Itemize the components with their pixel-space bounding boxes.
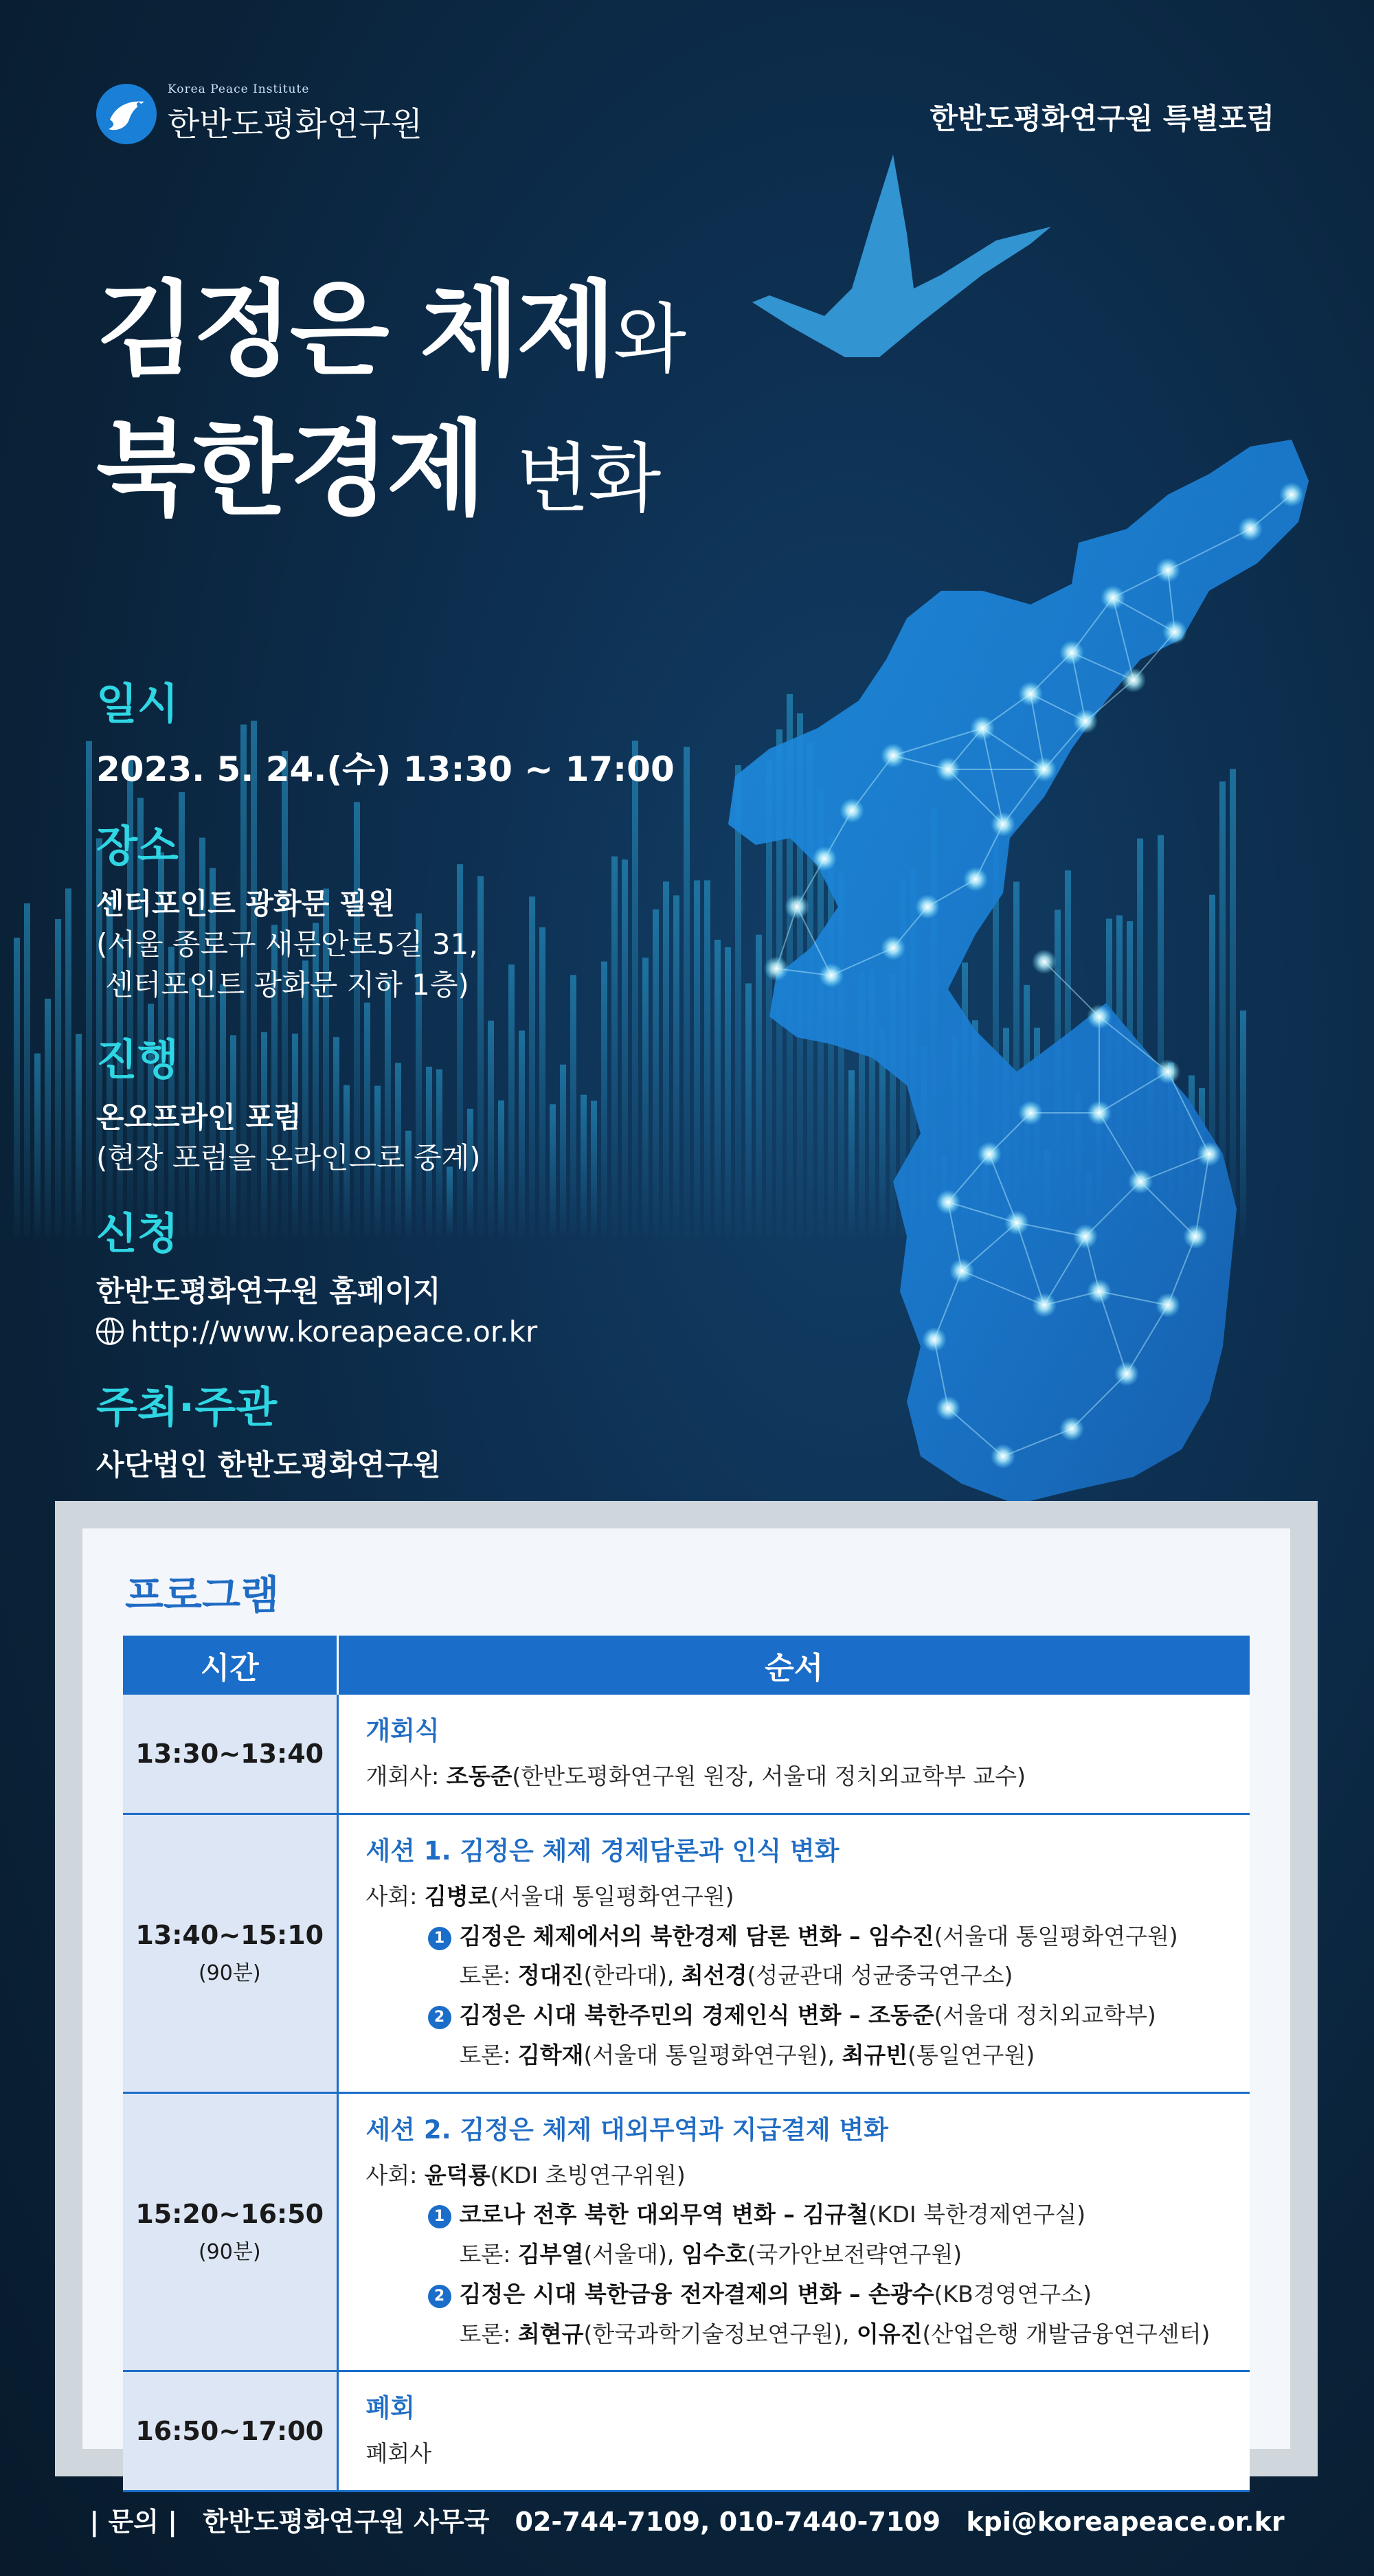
table-row — [123, 1814, 1250, 2092]
number-badge: 1 — [428, 1927, 451, 1950]
apply-block — [96, 1199, 714, 1353]
table-row — [123, 2092, 1250, 2371]
network-node — [1156, 1293, 1180, 1318]
network-node — [1018, 681, 1043, 706]
network-node — [1059, 1416, 1084, 1441]
background-bar — [14, 938, 20, 1236]
presentation-item: 2 김정은 시대 북한금융 전자결제의 변화 – 손광수(KB경영연구소) — [366, 2274, 1223, 2314]
network-node — [840, 798, 864, 823]
venue-heading: 장소 — [96, 821, 179, 871]
opening-affiliation: (한반도평화연구원 원장, 서울대 정치외교학부 교수) — [512, 1763, 1026, 1789]
network-node — [1183, 1224, 1208, 1249]
host-heading: 주최·주관 — [96, 1381, 278, 1432]
discussant-line: 토론: 김부열(서울대), 임수호(국가안보전략연구원) — [459, 2241, 962, 2268]
background-bar — [55, 919, 61, 1236]
network-node — [1032, 949, 1057, 974]
venue-address-line2: 센터포인트 광화문 지하 1층) — [96, 967, 469, 1002]
discussant-line: 토론: 최현규(한국과학기술정보연구원), 이유진(산업은행 개발금융연구센터) — [459, 2320, 1210, 2347]
network-node — [764, 956, 789, 981]
program-table — [123, 1636, 1250, 2492]
session-title: 세션 1. 김정은 체제 경제담론과 인식 변화 — [365, 1835, 840, 1866]
opening-label: 개회사: — [365, 1763, 447, 1789]
discussant-line: 토론: 정대진(한라대), 최선경(성균관대 성균중국연구소) — [459, 1962, 1013, 1989]
network-node — [1156, 558, 1180, 583]
background-bar — [1230, 769, 1236, 1236]
network-node — [963, 867, 988, 892]
row-duration: (90분) — [198, 1961, 261, 1986]
title-line1-small: 와 — [613, 295, 685, 383]
row-title: 폐회 — [365, 2393, 415, 2424]
column-header-order: 순서 — [337, 1636, 1250, 1695]
closing-line: 폐회사 — [365, 2440, 432, 2467]
row-time: 13:40~15:10 — [135, 1920, 324, 1951]
network-node — [1128, 1169, 1153, 1194]
opening-speaker: 조동준 — [446, 1763, 513, 1789]
presentation-item: 1 코로나 전후 북한 대외무역 변화 – 김규철(KDI 북한경제연구실) — [366, 2195, 1223, 2235]
background-bar — [86, 741, 92, 1236]
network-node — [922, 1327, 947, 1352]
network-node — [1087, 1004, 1112, 1029]
network-node — [970, 716, 995, 741]
background-bar — [725, 947, 731, 1236]
network-node — [1032, 1293, 1057, 1318]
discussant-line: 토론: 김학재(서울대 통일평화연구원), 최규빈(통일연구원) — [459, 2041, 1035, 2068]
title-line2-bold: 북한경제 — [96, 409, 484, 530]
mode-block — [96, 1026, 714, 1179]
number-badge: 1 — [428, 2205, 451, 2228]
network-node — [1032, 757, 1057, 782]
network-node — [1101, 585, 1125, 610]
apply-url-link[interactable]: http://www.koreapeace.or.kr — [131, 1314, 538, 1348]
apply-url-row — [96, 1312, 714, 1353]
network-node — [915, 894, 940, 919]
title-line2-small: 변화 — [516, 434, 660, 523]
network-node — [991, 1444, 1015, 1469]
logo-korean-name: 한반도평화연구원 — [168, 105, 423, 144]
moderator-line: 사회: 김병로(서울대 통일평화연구원) — [365, 1882, 734, 1910]
date-block — [96, 670, 714, 791]
network-node — [1114, 1362, 1139, 1386]
mode-note: (현장 포럼을 온라인으로 중계) — [96, 1141, 481, 1175]
background-bar — [76, 1034, 82, 1236]
network-node — [785, 894, 809, 919]
network-node — [1162, 620, 1187, 644]
network-node — [1121, 668, 1146, 692]
background-bar — [714, 940, 721, 1236]
network-node — [936, 757, 960, 782]
mode-value: 온오프라인 포럼 — [96, 1100, 302, 1135]
session-title: 세션 2. 김정은 체제 대외무역과 지급결제 변화 — [365, 2114, 888, 2145]
contact-phone[interactable]: 02-744-7109, 010-7440-7109 — [515, 2507, 941, 2537]
row-time: 15:20~16:50 — [135, 2198, 324, 2229]
background-bar — [1240, 1010, 1246, 1236]
row-time: 16:50~17:00 — [123, 2371, 337, 2492]
date-heading: 일시 — [96, 679, 179, 729]
background-bar — [45, 999, 51, 1236]
network-node — [812, 846, 837, 871]
title-line1-bold: 김정은 체제 — [96, 271, 613, 390]
network-node — [881, 743, 905, 768]
background-bar — [848, 1070, 855, 1236]
background-bar — [34, 1054, 41, 1236]
contact-label: | 문의 | — [89, 2507, 178, 2537]
network-node — [991, 812, 1015, 837]
network-node — [881, 936, 905, 960]
network-node — [1073, 709, 1098, 734]
moderator-line: 사회: 윤덕룡(KDI 초빙연구위원) — [365, 2161, 686, 2189]
background-bar — [65, 888, 71, 1236]
host-value: 사단법인 한반도평화연구원 — [96, 1447, 441, 1482]
column-header-time: 시간 — [123, 1636, 337, 1695]
host-block — [96, 1373, 714, 1486]
contact-email[interactable]: kpi@koreapeace.or.kr — [966, 2507, 1285, 2537]
presentation-item: 1 김정은 체제에서의 북한경제 담론 변화 – 임수진(서울대 통일평화연구원) — [366, 1917, 1223, 1956]
contact-org: 한반도평화연구원 사무국 — [203, 2507, 490, 2537]
number-badge: 2 — [428, 2006, 451, 2029]
network-node — [1018, 1100, 1043, 1125]
forum-label: 한반도평화연구원 특별포럼 — [930, 102, 1274, 135]
venue-name: 센터포인트 광화문 필원 — [96, 887, 395, 920]
program-title: 프로그램 — [125, 1572, 280, 1618]
network-node — [1073, 1224, 1098, 1249]
logo-english-name: Korea Peace Institute — [168, 82, 310, 96]
background-bar — [756, 935, 762, 1236]
network-node — [949, 1258, 974, 1283]
number-badge: 2 — [428, 2285, 451, 2308]
network-node — [819, 963, 844, 988]
network-node — [936, 1190, 960, 1214]
presentation-item: 2 김정은 시대 북한주민의 경제인식 변화 – 조동준(서울대 정치외교학부) — [366, 1996, 1223, 2035]
row-duration: (90분) — [198, 2239, 261, 2264]
row-title: 개회식 — [365, 1716, 440, 1745]
network-node — [977, 1142, 1002, 1166]
bird-illustration — [752, 155, 1051, 357]
mode-heading: 진행 — [96, 1035, 179, 1085]
apply-heading: 신청 — [96, 1208, 179, 1258]
network-node — [1087, 1279, 1112, 1304]
table-row — [123, 2371, 1250, 2492]
dove-icon — [96, 84, 157, 144]
apply-value: 한반도평화연구원 홈페이지 — [96, 1274, 441, 1308]
program-header-row — [123, 1636, 1250, 1695]
institute-logo — [96, 82, 423, 145]
venue-block — [96, 812, 714, 1005]
network-node — [1279, 482, 1304, 507]
network-node — [1156, 1059, 1180, 1084]
network-node — [1087, 1100, 1112, 1125]
background-bar — [24, 903, 30, 1236]
contact-footer — [0, 2500, 1374, 2538]
background-bar — [745, 984, 752, 1236]
program-card — [55, 1501, 1318, 2476]
poster-title — [96, 271, 685, 529]
venue-address-line1: (서울 종로구 새문안로5길 31, — [96, 927, 478, 961]
network-node — [1059, 640, 1084, 665]
network-node — [936, 1396, 960, 1421]
network-node — [1197, 1142, 1221, 1166]
row-time: 13:30~13:40 — [123, 1695, 337, 1814]
date-value: 2023. 5. 24.(수) 13:30 ~ 17:00 — [96, 749, 675, 789]
event-info — [96, 670, 714, 1506]
table-row — [123, 1695, 1250, 1814]
background-bar — [735, 765, 741, 1236]
network-node — [1004, 1210, 1029, 1235]
network-node — [1238, 517, 1263, 541]
globe-icon — [96, 1318, 124, 1345]
